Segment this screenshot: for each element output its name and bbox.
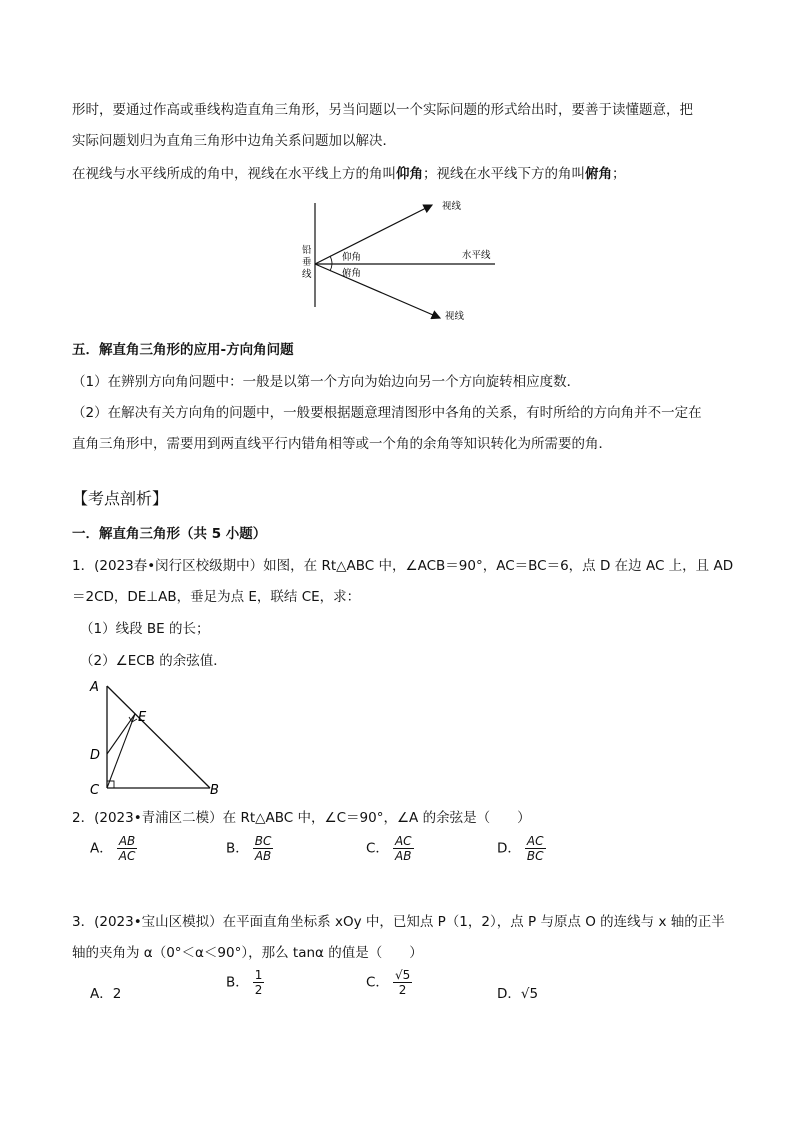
q2-option-b-num: BC [254, 834, 272, 848]
label-sight-top: 视线 [442, 201, 462, 212]
label-E: E [138, 710, 147, 725]
q3-option-b[interactable] [226, 968, 264, 997]
section5-title: 五．解直角三角形的应用-方向角问题 [72, 342, 294, 358]
q2-option-d-letter: D． [497, 840, 521, 857]
elevation-arc [330, 256, 332, 264]
q2-option-c-letter: C． [366, 840, 389, 857]
q1-line-1: 1．(2023春•闵行区校级期中）如图，在 Rt△ABC 中，∠ACB＝90°，AC＝BC＝6，点 D 在边 AC 上，且 AD [72, 558, 734, 574]
q3-option-a-letter: A． [90, 986, 113, 1002]
section5-p1: （1）在辨别方向角问题中：一般是以第一个方向为始边向另一个方向旋转相应度数． [72, 374, 581, 390]
q2-option-d-den: BC [526, 849, 544, 863]
side-AB [107, 686, 210, 788]
q1-line-2: ＝2CD，DE⊥AB，垂足为点 E，联结 CE，求： [72, 589, 361, 605]
label-horizontal: 水平线 [462, 250, 491, 261]
section5-p2-line1: （2）在解决有关方向角的问题中，一般要根据题意理清图形中各角的关系，有时所给的方向角并不一定在 [72, 405, 702, 421]
q2-option-c-num: AC [394, 834, 412, 848]
elevation-depression-figure [290, 195, 510, 325]
section5-p2-line2: 直角三角形中，需要用到两直线平行内错角相等或一个角的余角等知识转化为所需要的角． [72, 436, 612, 452]
q3-option-c-num: √5 [394, 968, 411, 982]
q2-option-a[interactable] [90, 834, 137, 863]
intro-line-3c: ；视线在水平线下方的角叫 [423, 166, 585, 182]
intro-line-3 [72, 164, 626, 184]
sight-line-up [315, 205, 432, 264]
q1-part-1: （1）线段 BE 的长； [80, 621, 210, 637]
label-plumb-3: 线 [302, 269, 312, 280]
analysis-heading: 【考点剖析】 [72, 489, 169, 508]
q2-option-c-den: AB [395, 849, 412, 863]
depression-arc [330, 264, 332, 271]
q3-option-a-value: 2 [112, 986, 122, 1002]
label-plumb-1: 铅 [302, 245, 312, 256]
label-plumb-2: 垂 [302, 257, 312, 268]
q2-option-d-num: AC [525, 834, 546, 849]
label-B: B [210, 783, 219, 798]
q3-option-b-letter: B． [226, 974, 249, 991]
intro-line-3a: 在视线与水平线所成的角中，视线在水平线上方的角叫 [72, 166, 396, 182]
q2-option-b-letter: B． [226, 840, 249, 857]
q3-option-d[interactable] [497, 982, 538, 1002]
subsection-title: 一．解直角三角形（共 5 小题） [72, 526, 267, 542]
term-elevation: 仰角 [396, 166, 423, 182]
label-sight-bottom: 视线 [445, 311, 465, 322]
q2-option-b[interactable] [226, 834, 273, 863]
label-depression: 俯角 [342, 268, 362, 279]
q2-option-c[interactable] [366, 834, 414, 863]
q3-option-d-letter: D． [497, 986, 521, 1002]
segment-CE [107, 714, 135, 788]
q2-stem: 2．(2023•青浦区二模）在 Rt△ABC 中，∠C＝90°，∠A 的余弦是（ ） [72, 810, 531, 826]
intro-line-2: 实际问题划归为直角三角形中边角关系问题加以解决． [72, 133, 396, 149]
label-elevation: 仰角 [342, 252, 362, 263]
q2-option-a-num: AB [117, 834, 138, 849]
q3-option-c[interactable] [366, 968, 412, 997]
q1-triangle-figure [80, 676, 230, 804]
q3-option-d-value: √5 [520, 986, 539, 1002]
q3-option-a[interactable] [90, 982, 121, 1002]
q3-line-2: 轴的夹角为 α（0°＜α＜90°），那么 tanα 的值是（ ） [72, 945, 423, 961]
q1-part-2: （2）∠ECB 的余弦值． [80, 653, 227, 669]
q3-option-c-letter: C． [366, 974, 389, 991]
q3-option-b-num: 1 [254, 968, 263, 982]
q3-option-c-den: 2 [398, 983, 407, 997]
q2-option-b-den: AB [254, 849, 272, 863]
q2-option-d[interactable] [497, 834, 546, 863]
term-depression: 俯角 [585, 166, 612, 182]
intro-line-3e: ； [612, 166, 626, 182]
label-C: C [90, 783, 100, 798]
sight-line-down [315, 264, 440, 318]
q3-line-1: 3．(2023•宝山区模拟）在平面直角坐标系 xOy 中，已知点 P（1，2），点 P 与原点 O 的连线与 x 轴的正半 [72, 914, 725, 930]
label-A: A [90, 680, 99, 695]
intro-line-1: 形时，要通过作高或垂线构造直角三角形，另当问题以一个实际问题的形式给出时，要善于读懂题意，把 [72, 102, 693, 118]
q2-option-a-letter: A． [90, 840, 113, 857]
label-D: D [90, 748, 101, 763]
q3-option-b-den: 2 [254, 983, 263, 997]
q2-option-a-den: AC [118, 849, 136, 863]
